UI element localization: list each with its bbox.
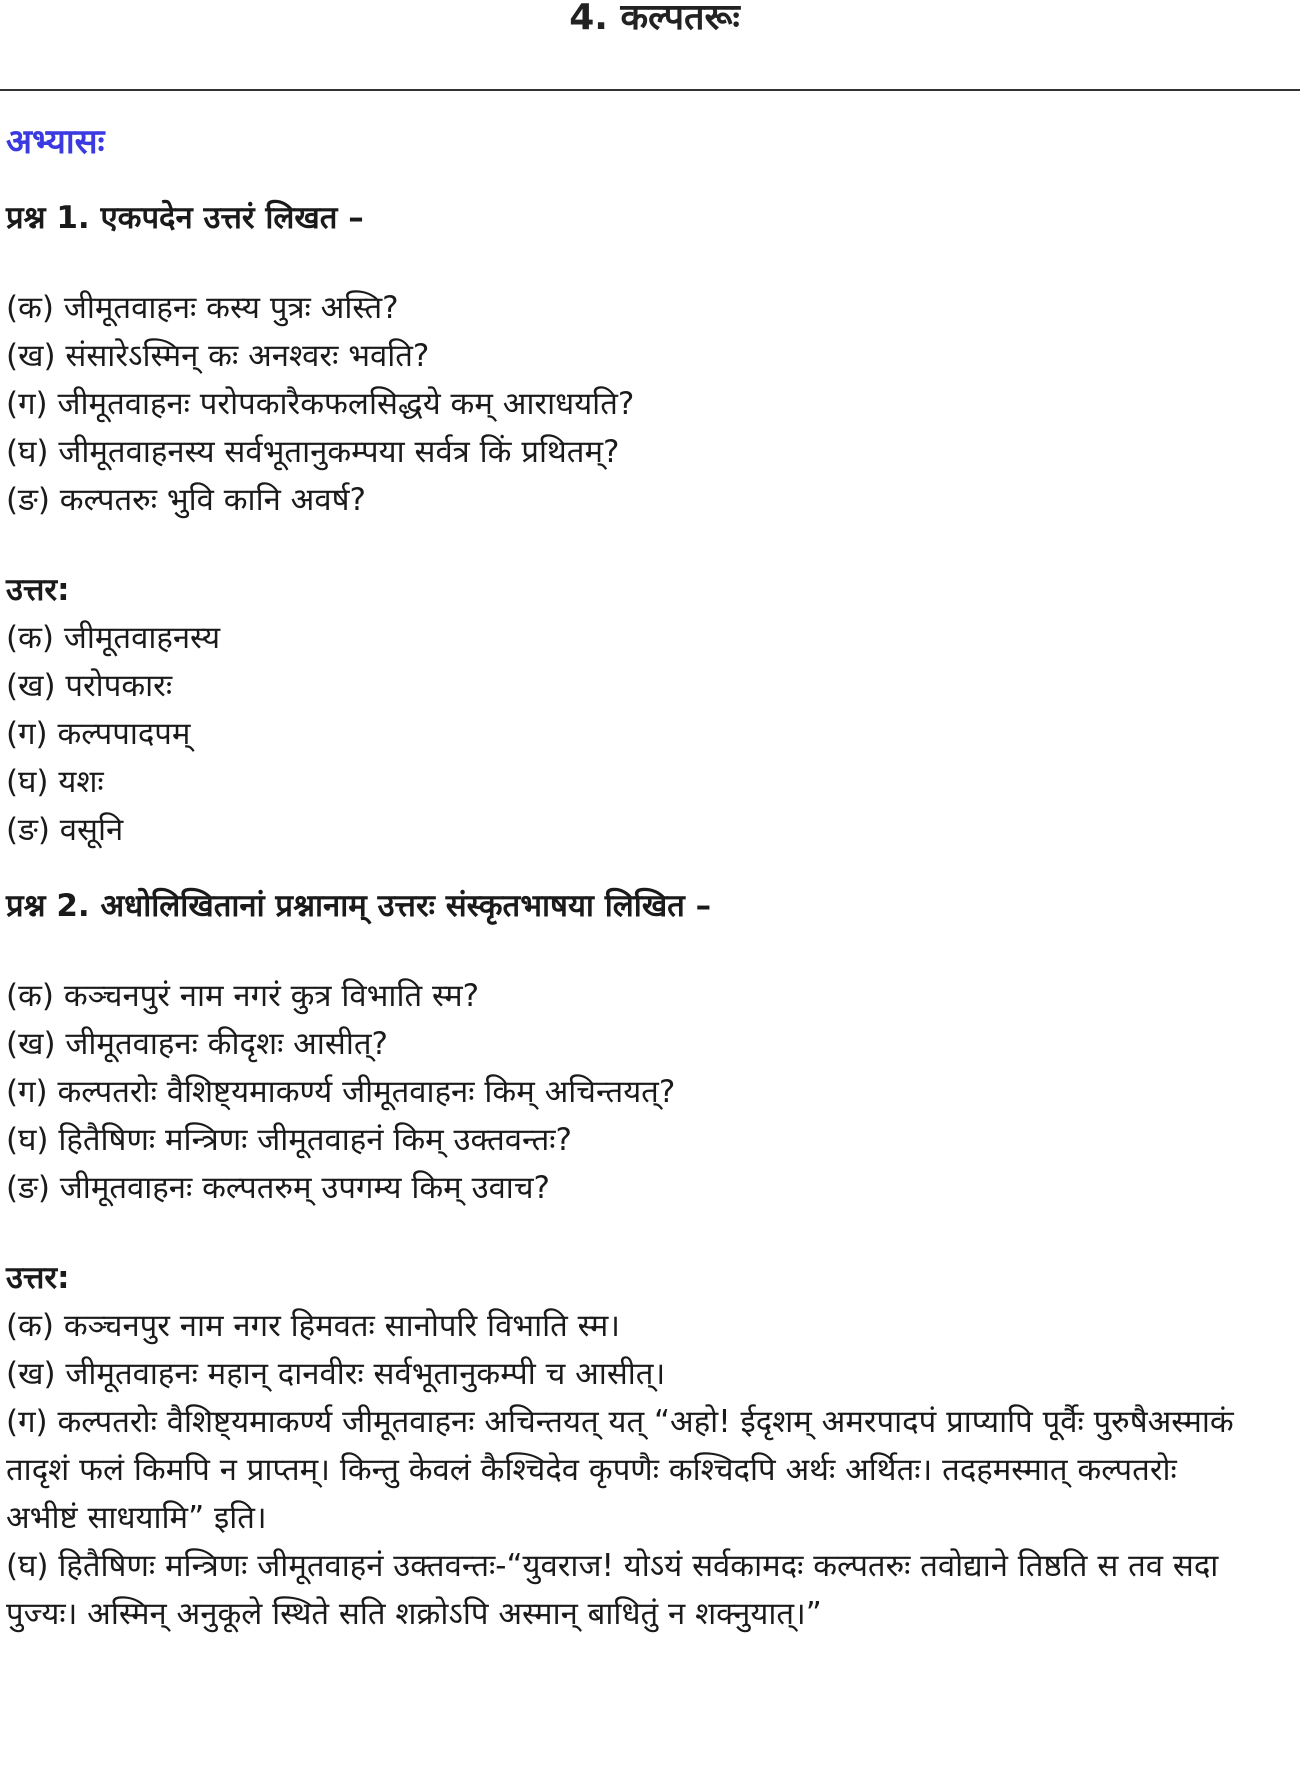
content-area bbox=[6, 118, 1296, 1638]
answer-item: (क) जीमूतवाहनस्य bbox=[6, 620, 221, 656]
answer-item: (घ) हितैषिणः मन्त्रिणः जीमूतवाहनं उक्तवन्तः-“युवराज! योऽयं सर्वकामदः कल्पतरुः तवोद्याने तिष्ठति स तव सदा पुज्यः। अस्मिन् अनुकूले स्थिते सति शक्रोऽपि अस्मान् बाधितुं न शक्नुयात्।” bbox=[6, 1548, 1219, 1632]
list-item: (घ) जीमूतवाहनस्य सर्वभूतानुकम्पया सर्वत्र किं प्रथितम्? bbox=[6, 434, 620, 470]
answer-item: (घ) यशः bbox=[6, 764, 104, 800]
list-item: (क) जीमूतवाहनः कस्य पुत्रः अस्ति? bbox=[6, 290, 399, 326]
chapter-title: 4. कल्पतरूः bbox=[569, 0, 740, 38]
question-2: प्रश्न 2. अधोलिखितानां प्रश्नानाम् उत्तरः संस्कृतभाषया लिखित – bbox=[6, 888, 712, 924]
list-item: (ङ) जीमूतवाहनः कल्पतरुम् उपगम्य किम् उवाच? bbox=[6, 1170, 550, 1206]
answer-item: (ग) कल्पतरोः वैशिष्ट्यमाकर्ण्य जीमूतवाहनः अचिन्तयत् यत् “अहो! ईदृशम् अमरपादपं प्राप्यापि पूर्वैः पुरुषैअस्माकं तादृशं फलं किमपि न प्राप्तम्। किन्तु केवलं कैश्चिदेव कृपणैः कश्चिदपि अर्थः अर्थितः। तदहमस्मात् कल्पतरोः bbox=[6, 1404, 1234, 1488]
answer-item: (ख) परोपकारः bbox=[6, 668, 173, 704]
question-2-items bbox=[6, 972, 1296, 1212]
question-1: प्रश्न 1. एकपदेन उत्तरं लिखत – bbox=[6, 200, 364, 236]
exercise-heading: अभ्यासः bbox=[6, 122, 105, 162]
list-item: (ग) कल्पतरोः वैशिष्ट्यमाकर्ण्य जीमूतवाहनः किम् अचिन्तयत्? bbox=[6, 1074, 676, 1110]
answer-item: (क) कञ्चनपुर नाम नगर हिमवतः सानोपरि विभाति स्म। bbox=[6, 1308, 621, 1344]
answer-label-2: उत्तर: bbox=[6, 1260, 70, 1296]
answer-item: (ङ) वसूनि bbox=[6, 812, 124, 848]
question-1-items bbox=[6, 284, 1296, 524]
list-item: (ङ) कल्पतरुः भुवि कानि अवर्ष? bbox=[6, 482, 366, 518]
list-item: (क) कञ्चनपुरं नाम नगरं कुत्र विभाति स्म? bbox=[6, 978, 480, 1014]
list-item: (ख) जीमूतवाहनः कीदृशः आसीत्? bbox=[6, 1026, 388, 1062]
answer-item-continued: अभीष्टं साधयामि” इति। bbox=[6, 1500, 267, 1536]
question-1-answers bbox=[6, 614, 1296, 854]
list-item: (ख) संसारेऽस्मिन् कः अनश्वरः भवति? bbox=[6, 338, 430, 374]
answer-item: (ख) जीमूतवाहनः महान् दानवीरः सर्वभूतानुकम्पी च आसीत्। bbox=[6, 1356, 666, 1392]
title-divider bbox=[0, 89, 1300, 91]
list-item: (ग) जीमूतवाहनः परोपकारैकफलसिद्धये कम् आराधयति? bbox=[6, 386, 635, 422]
answer-label-1: उत्तर: bbox=[6, 572, 70, 608]
answer-item: (ग) कल्पपादपम् bbox=[6, 716, 191, 752]
question-2-answers bbox=[6, 1302, 1296, 1638]
list-item: (घ) हितैषिणः मन्त्रिणः जीमूतवाहनं किम् उक्तवन्तः? bbox=[6, 1122, 572, 1158]
